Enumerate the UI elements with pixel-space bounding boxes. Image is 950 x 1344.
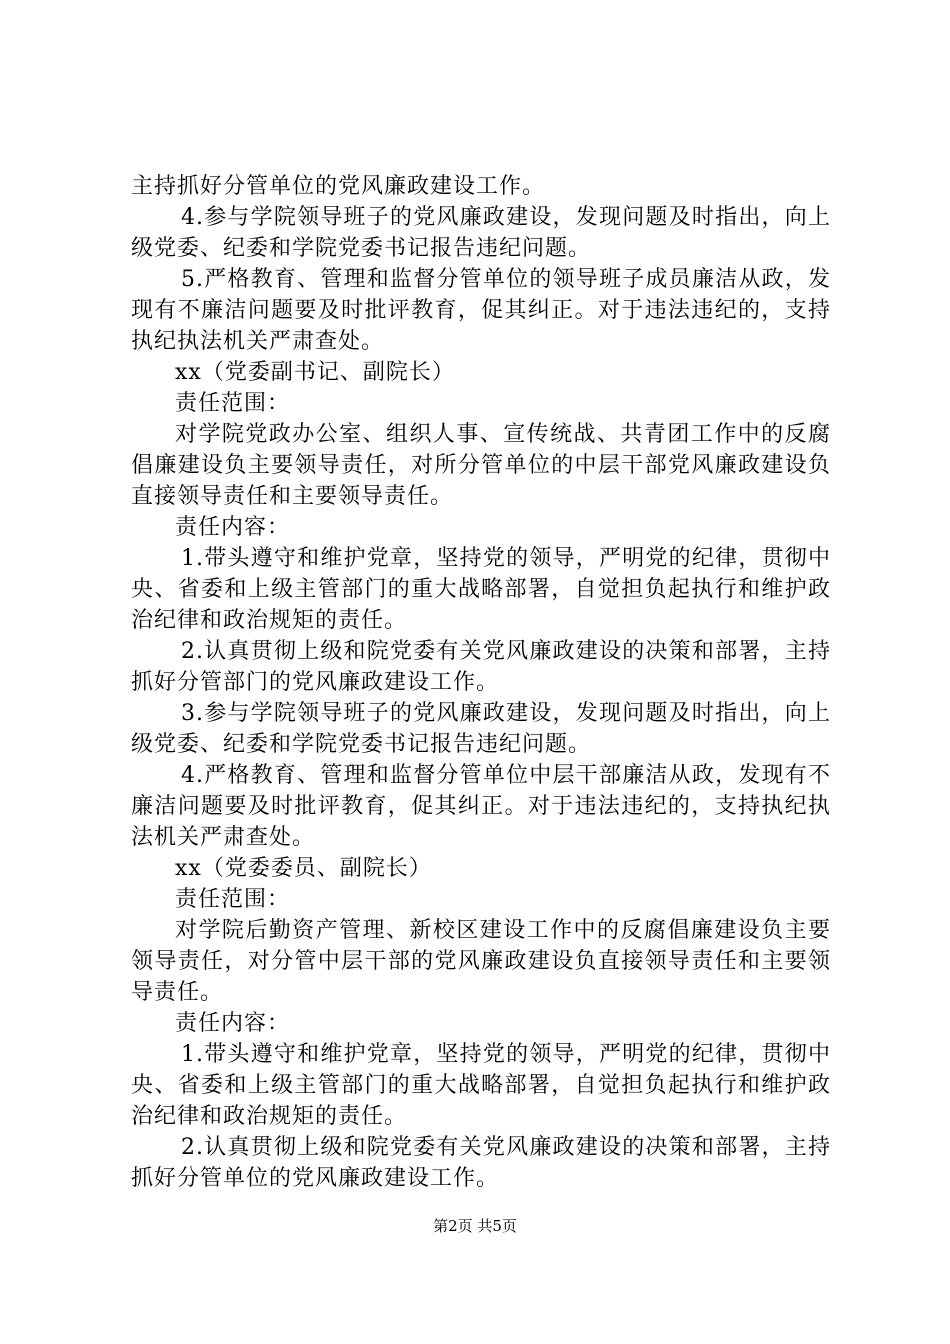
paragraph: 4.参与学院领导班子的党风廉政建设，发现问题及时指出，向上级党委、纪委和学院党委书记报告违纪问题。 [131,205,831,261]
paragraph: 3.参与学院领导班子的党风廉政建设，发现问题及时指出，向上级党委、纪委和学院党委书记报告违纪问题。 [131,701,831,757]
subheading: 责任范围： [175,391,291,416]
subheading: 责任内容： [175,515,291,540]
paragraph: 对学院党政办公室、组织人事、宣传统战、共青团工作中的反腐倡廉建设负主要领导责任，对所分管单位的中层干部党风廉政建设负直接领导责任和主要领导责任。 [131,422,831,509]
paragraph: 4.严格教育、管理和监督分管单位中层干部廉洁从政，发现有不廉洁问题要及时批评教育，促其纠正。对于违法违纪的，支持执纪执法机关严肃查处。 [131,763,831,850]
paragraph: 对学院后勤资产管理、新校区建设工作中的反腐倡廉建设负主要领导责任，对分管中层干部的党风廉政建设负直接领导责任和主要领导责任。 [131,918,831,1005]
page-number-footer: 第2页 共5页 [433,1217,517,1235]
paragraph: 5.严格教育、管理和监督分管单位的领导班子成员廉洁从政，发现有不廉洁问题要及时批评教育，促其纠正。对于违法违纪的，支持执纪执法机关严肃查处。 [131,267,831,354]
document-body [131,171,831,1194]
paragraph: 1.带头遵守和维护党章，坚持党的领导，严明党的纪律，贯彻中央、省委和上级主管部门的重大战略部署，自觉担负起执行和维护政治纪律和政治规矩的责任。 [131,546,831,633]
subheading: 责任内容： [175,1011,291,1036]
paragraph: 1.带头遵守和维护党章，坚持党的领导，严明党的纪律，贯彻中央、省委和上级主管部门的重大战略部署，自觉担负起执行和维护政治纪律和政治规矩的责任。 [131,1042,831,1129]
subheading: 责任范围： [175,887,291,912]
section-heading: xx（党委副书记、副院长） [175,360,455,385]
paragraph: 主持抓好分管单位的党风廉政建设工作。 [131,174,546,199]
paragraph: 2.认真贯彻上级和院党委有关党风廉政建设的决策和部署，主持抓好分管部门的党风廉政建设工作。 [131,639,831,695]
section-heading: xx（党委委员、副院长） [175,856,432,881]
paragraph: 2.认真贯彻上级和院党委有关党风廉政建设的决策和部署，主持抓好分管单位的党风廉政建设工作。 [131,1135,831,1191]
